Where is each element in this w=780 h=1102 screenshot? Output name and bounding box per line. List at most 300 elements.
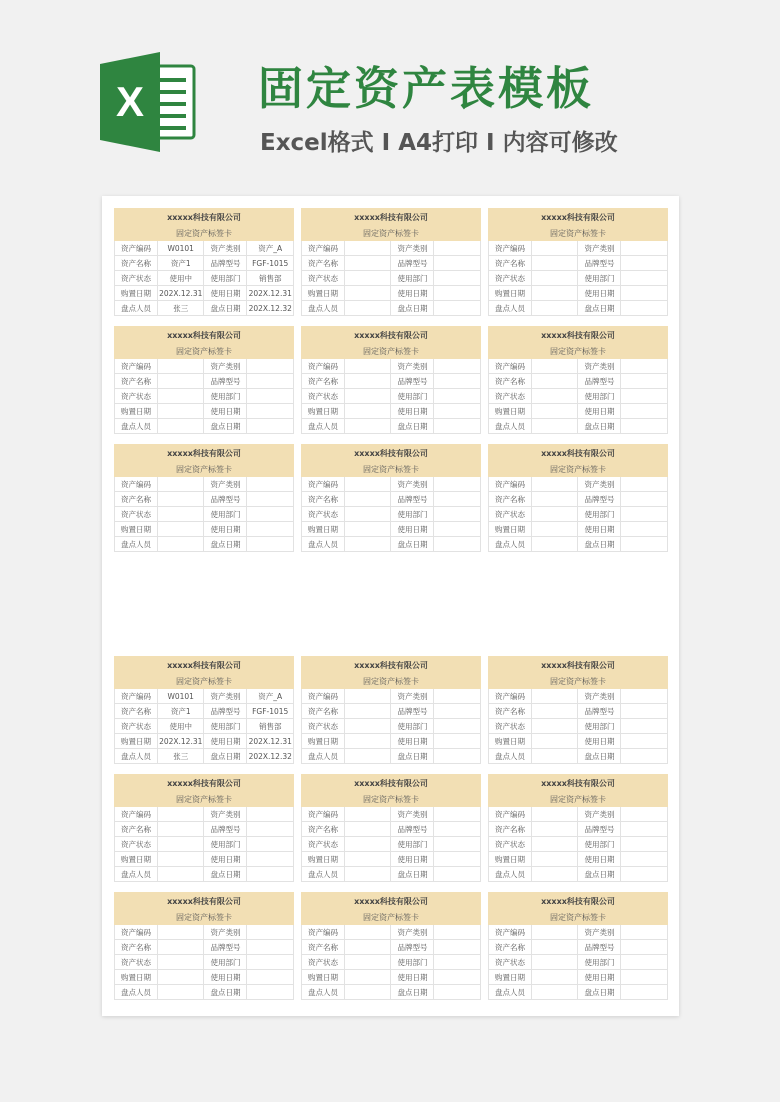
label-inventory-person: 盘点人员 bbox=[302, 749, 345, 764]
label-department: 使用部门 bbox=[391, 271, 434, 286]
value-department[interactable] bbox=[247, 837, 294, 852]
value-use-date[interactable] bbox=[247, 404, 294, 419]
value-department[interactable] bbox=[434, 271, 481, 286]
label-department: 使用部门 bbox=[204, 955, 247, 970]
label-brand-model: 品牌型号 bbox=[204, 704, 247, 719]
label-asset-code: 资产编码 bbox=[115, 241, 158, 256]
value-inventory-date[interactable] bbox=[434, 867, 481, 882]
label-inventory-date: 盘点日期 bbox=[204, 537, 247, 552]
value-asset-code[interactable] bbox=[344, 241, 391, 256]
value-department[interactable] bbox=[434, 955, 481, 970]
label-inventory-date: 盘点日期 bbox=[204, 985, 247, 1000]
value-inventory-person[interactable] bbox=[344, 301, 391, 316]
asset-label-card bbox=[114, 326, 294, 439]
label-asset-category: 资产类别 bbox=[204, 689, 247, 704]
label-asset-status: 资产状态 bbox=[115, 837, 158, 852]
label-asset-category: 资产类别 bbox=[204, 359, 247, 374]
value-department[interactable] bbox=[247, 955, 294, 970]
value-brand-model[interactable] bbox=[247, 940, 294, 955]
value-asset-status[interactable] bbox=[344, 389, 391, 404]
value-purchase-date[interactable]: 202X.12.31 bbox=[157, 286, 204, 301]
value-asset-status[interactable] bbox=[344, 955, 391, 970]
value-inventory-person[interactable] bbox=[531, 985, 578, 1000]
label-brand-model: 品牌型号 bbox=[391, 374, 434, 389]
value-department[interactable] bbox=[434, 837, 481, 852]
value-brand-model[interactable] bbox=[621, 940, 668, 955]
value-asset-status[interactable] bbox=[531, 955, 578, 970]
value-brand-model[interactable]: FGF-1015 bbox=[247, 704, 294, 719]
value-department[interactable] bbox=[434, 389, 481, 404]
value-inventory-date[interactable]: 202X.12.32 bbox=[247, 301, 294, 316]
label-brand-model: 品牌型号 bbox=[391, 256, 434, 271]
value-asset-status[interactable] bbox=[344, 837, 391, 852]
label-purchase-date: 购置日期 bbox=[115, 734, 158, 749]
value-asset-code[interactable] bbox=[157, 477, 204, 492]
asset-label-table bbox=[301, 326, 481, 434]
label-department: 使用部门 bbox=[578, 507, 621, 522]
value-use-date[interactable] bbox=[434, 286, 481, 301]
value-inventory-date[interactable] bbox=[434, 749, 481, 764]
card-title: 固定资产标签卡 bbox=[115, 344, 294, 359]
label-asset-code: 资产编码 bbox=[489, 807, 532, 822]
company-name: xxxxx科技有限公司 bbox=[115, 657, 294, 674]
value-use-date[interactable]: 202X.12.31 bbox=[247, 734, 294, 749]
value-inventory-person[interactable]: 张三 bbox=[157, 749, 204, 764]
value-asset-status[interactable]: 使用中 bbox=[157, 271, 204, 286]
value-brand-model[interactable] bbox=[434, 704, 481, 719]
value-use-date[interactable] bbox=[434, 522, 481, 537]
label-asset-status: 资产状态 bbox=[115, 719, 158, 734]
value-asset-code[interactable] bbox=[531, 359, 578, 374]
value-asset-name[interactable] bbox=[531, 822, 578, 837]
value-asset-name[interactable] bbox=[531, 940, 578, 955]
value-department[interactable] bbox=[621, 955, 668, 970]
card-group-2 bbox=[114, 656, 668, 1005]
value-inventory-date[interactable] bbox=[621, 749, 668, 764]
value-asset-category[interactable] bbox=[621, 477, 668, 492]
label-purchase-date: 购置日期 bbox=[302, 404, 345, 419]
value-purchase-date[interactable] bbox=[157, 522, 204, 537]
value-asset-name[interactable]: 资产1 bbox=[157, 256, 204, 271]
label-inventory-person: 盘点人员 bbox=[302, 537, 345, 552]
value-asset-name[interactable] bbox=[344, 492, 391, 507]
value-department[interactable] bbox=[621, 719, 668, 734]
label-asset-name: 资产名称 bbox=[489, 374, 532, 389]
value-asset-code[interactable] bbox=[157, 359, 204, 374]
value-purchase-date[interactable] bbox=[344, 286, 391, 301]
label-use-date: 使用日期 bbox=[204, 286, 247, 301]
value-asset-name[interactable] bbox=[344, 704, 391, 719]
label-asset-status: 资产状态 bbox=[115, 389, 158, 404]
value-asset-code[interactable] bbox=[531, 241, 578, 256]
label-inventory-date: 盘点日期 bbox=[578, 985, 621, 1000]
value-asset-category[interactable] bbox=[434, 241, 481, 256]
value-inventory-person[interactable] bbox=[531, 537, 578, 552]
value-asset-name[interactable] bbox=[344, 256, 391, 271]
value-use-date[interactable] bbox=[621, 286, 668, 301]
company-name: xxxxx科技有限公司 bbox=[302, 445, 481, 462]
value-asset-name[interactable] bbox=[531, 492, 578, 507]
asset-label-card bbox=[301, 892, 481, 1005]
value-inventory-person[interactable] bbox=[344, 867, 391, 882]
value-asset-category[interactable] bbox=[247, 477, 294, 492]
label-use-date: 使用日期 bbox=[391, 852, 434, 867]
value-brand-model[interactable] bbox=[621, 256, 668, 271]
value-inventory-person[interactable] bbox=[531, 749, 578, 764]
label-asset-name: 资产名称 bbox=[489, 256, 532, 271]
value-asset-status[interactable] bbox=[344, 271, 391, 286]
label-asset-name: 资产名称 bbox=[302, 256, 345, 271]
value-inventory-date[interactable] bbox=[434, 419, 481, 434]
value-inventory-date[interactable] bbox=[621, 985, 668, 1000]
value-asset-code[interactable] bbox=[344, 925, 391, 940]
value-department[interactable] bbox=[621, 837, 668, 852]
value-asset-category[interactable] bbox=[621, 241, 668, 256]
label-purchase-date: 购置日期 bbox=[489, 522, 532, 537]
value-brand-model[interactable] bbox=[621, 492, 668, 507]
value-use-date[interactable] bbox=[434, 734, 481, 749]
value-brand-model[interactable] bbox=[247, 374, 294, 389]
value-asset-category[interactable] bbox=[434, 689, 481, 704]
label-inventory-person: 盘点人员 bbox=[115, 867, 158, 882]
card-title: 固定资产标签卡 bbox=[115, 792, 294, 807]
card-title: 固定资产标签卡 bbox=[302, 344, 481, 359]
value-purchase-date[interactable] bbox=[157, 970, 204, 985]
value-purchase-date[interactable] bbox=[344, 970, 391, 985]
card-title: 固定资产标签卡 bbox=[302, 226, 481, 241]
asset-label-table bbox=[488, 656, 668, 764]
label-asset-code: 资产编码 bbox=[302, 241, 345, 256]
value-use-date[interactable] bbox=[247, 970, 294, 985]
label-inventory-date: 盘点日期 bbox=[391, 749, 434, 764]
value-purchase-date[interactable] bbox=[344, 404, 391, 419]
value-inventory-person[interactable]: 张三 bbox=[157, 301, 204, 316]
company-name: xxxxx科技有限公司 bbox=[115, 775, 294, 792]
label-asset-name: 资产名称 bbox=[115, 374, 158, 389]
value-purchase-date[interactable] bbox=[344, 734, 391, 749]
label-use-date: 使用日期 bbox=[578, 404, 621, 419]
value-asset-status[interactable] bbox=[531, 389, 578, 404]
value-purchase-date[interactable] bbox=[157, 852, 204, 867]
value-asset-status[interactable] bbox=[531, 271, 578, 286]
value-use-date[interactable] bbox=[247, 522, 294, 537]
label-brand-model: 品牌型号 bbox=[578, 374, 621, 389]
value-asset-status[interactable] bbox=[157, 389, 204, 404]
company-name: xxxxx科技有限公司 bbox=[302, 893, 481, 910]
value-inventory-date[interactable] bbox=[621, 867, 668, 882]
label-asset-category: 资产类别 bbox=[204, 807, 247, 822]
card-title: 固定资产标签卡 bbox=[302, 792, 481, 807]
value-purchase-date[interactable] bbox=[531, 404, 578, 419]
label-department: 使用部门 bbox=[391, 837, 434, 852]
value-asset-status[interactable]: 使用中 bbox=[157, 719, 204, 734]
value-department[interactable] bbox=[434, 719, 481, 734]
value-inventory-date[interactable] bbox=[434, 301, 481, 316]
label-asset-name: 资产名称 bbox=[302, 940, 345, 955]
value-asset-name[interactable] bbox=[344, 940, 391, 955]
value-asset-category[interactable] bbox=[621, 925, 668, 940]
value-asset-category[interactable] bbox=[621, 689, 668, 704]
value-asset-category[interactable] bbox=[621, 807, 668, 822]
value-asset-code[interactable] bbox=[531, 689, 578, 704]
value-brand-model[interactable] bbox=[434, 492, 481, 507]
value-asset-status[interactable] bbox=[157, 507, 204, 522]
value-inventory-person[interactable] bbox=[344, 749, 391, 764]
value-brand-model[interactable] bbox=[621, 374, 668, 389]
value-inventory-date[interactable] bbox=[434, 537, 481, 552]
value-asset-status[interactable] bbox=[344, 719, 391, 734]
value-department[interactable]: 销售部 bbox=[247, 271, 294, 286]
asset-label-card bbox=[488, 444, 668, 557]
value-inventory-date[interactable]: 202X.12.32 bbox=[247, 749, 294, 764]
value-asset-status[interactable] bbox=[157, 955, 204, 970]
asset-label-card bbox=[114, 444, 294, 557]
label-asset-code: 资产编码 bbox=[115, 477, 158, 492]
value-department[interactable] bbox=[247, 507, 294, 522]
card-title: 固定资产标签卡 bbox=[489, 674, 668, 689]
value-asset-code[interactable] bbox=[344, 807, 391, 822]
value-inventory-person[interactable] bbox=[531, 301, 578, 316]
value-asset-category[interactable] bbox=[434, 807, 481, 822]
value-brand-model[interactable] bbox=[434, 822, 481, 837]
label-asset-name: 资产名称 bbox=[115, 822, 158, 837]
value-asset-code[interactable] bbox=[157, 807, 204, 822]
label-purchase-date: 购置日期 bbox=[302, 970, 345, 985]
value-brand-model[interactable] bbox=[434, 374, 481, 389]
value-asset-name[interactable] bbox=[157, 940, 204, 955]
value-asset-name[interactable] bbox=[344, 822, 391, 837]
value-inventory-date[interactable] bbox=[621, 419, 668, 434]
value-inventory-date[interactable] bbox=[247, 537, 294, 552]
value-asset-code[interactable] bbox=[157, 925, 204, 940]
label-inventory-date: 盘点日期 bbox=[578, 537, 621, 552]
value-asset-status[interactable] bbox=[344, 507, 391, 522]
label-purchase-date: 购置日期 bbox=[115, 852, 158, 867]
card-title: 固定资产标签卡 bbox=[489, 344, 668, 359]
label-asset-status: 资产状态 bbox=[489, 837, 532, 852]
value-use-date[interactable] bbox=[621, 404, 668, 419]
value-asset-category[interactable]: 资产_A bbox=[247, 689, 294, 704]
value-asset-category[interactable] bbox=[434, 359, 481, 374]
value-asset-status[interactable] bbox=[157, 837, 204, 852]
value-asset-category[interactable]: 资产_A bbox=[247, 241, 294, 256]
value-use-date[interactable] bbox=[434, 970, 481, 985]
value-asset-code[interactable]: W0101 bbox=[157, 241, 204, 256]
label-department: 使用部门 bbox=[391, 955, 434, 970]
value-asset-category[interactable] bbox=[434, 925, 481, 940]
value-asset-category[interactable] bbox=[434, 477, 481, 492]
value-inventory-date[interactable] bbox=[621, 301, 668, 316]
label-purchase-date: 购置日期 bbox=[115, 522, 158, 537]
label-asset-code: 资产编码 bbox=[489, 359, 532, 374]
value-inventory-date[interactable] bbox=[434, 985, 481, 1000]
value-inventory-person[interactable] bbox=[157, 537, 204, 552]
label-inventory-date: 盘点日期 bbox=[391, 537, 434, 552]
value-inventory-date[interactable] bbox=[621, 537, 668, 552]
company-name: xxxxx科技有限公司 bbox=[489, 327, 668, 344]
value-inventory-person[interactable] bbox=[531, 419, 578, 434]
value-asset-code[interactable] bbox=[531, 807, 578, 822]
value-purchase-date[interactable]: 202X.12.31 bbox=[157, 734, 204, 749]
company-name: xxxxx科技有限公司 bbox=[115, 327, 294, 344]
label-asset-category: 资产类别 bbox=[391, 477, 434, 492]
label-asset-name: 资产名称 bbox=[115, 940, 158, 955]
label-asset-code: 资产编码 bbox=[489, 689, 532, 704]
value-use-date[interactable] bbox=[621, 522, 668, 537]
value-department[interactable] bbox=[247, 389, 294, 404]
value-department[interactable] bbox=[621, 389, 668, 404]
label-brand-model: 品牌型号 bbox=[391, 704, 434, 719]
value-asset-category[interactable] bbox=[247, 807, 294, 822]
value-department[interactable] bbox=[621, 271, 668, 286]
asset-label-card bbox=[301, 326, 481, 439]
value-inventory-person[interactable] bbox=[157, 867, 204, 882]
value-asset-category[interactable] bbox=[247, 359, 294, 374]
label-purchase-date: 购置日期 bbox=[489, 286, 532, 301]
value-use-date[interactable] bbox=[434, 852, 481, 867]
label-inventory-person: 盘点人员 bbox=[489, 985, 532, 1000]
label-asset-code: 资产编码 bbox=[489, 925, 532, 940]
value-asset-category[interactable] bbox=[621, 359, 668, 374]
value-purchase-date[interactable] bbox=[531, 522, 578, 537]
label-asset-category: 资产类别 bbox=[578, 925, 621, 940]
value-asset-status[interactable] bbox=[531, 719, 578, 734]
value-asset-name[interactable]: 资产1 bbox=[157, 704, 204, 719]
label-inventory-person: 盘点人员 bbox=[489, 867, 532, 882]
value-asset-code[interactable] bbox=[344, 689, 391, 704]
value-inventory-person[interactable] bbox=[344, 985, 391, 1000]
value-purchase-date[interactable] bbox=[531, 286, 578, 301]
value-asset-name[interactable] bbox=[157, 492, 204, 507]
value-use-date[interactable] bbox=[434, 404, 481, 419]
label-asset-category: 资产类别 bbox=[391, 689, 434, 704]
value-asset-status[interactable] bbox=[531, 837, 578, 852]
value-brand-model[interactable]: FGF-1015 bbox=[247, 256, 294, 271]
card-title: 固定资产标签卡 bbox=[115, 674, 294, 689]
value-purchase-date[interactable] bbox=[344, 522, 391, 537]
label-brand-model: 品牌型号 bbox=[204, 374, 247, 389]
label-asset-status: 资产状态 bbox=[302, 507, 345, 522]
value-brand-model[interactable] bbox=[621, 822, 668, 837]
value-use-date[interactable] bbox=[621, 734, 668, 749]
label-asset-code: 资产编码 bbox=[302, 359, 345, 374]
label-use-date: 使用日期 bbox=[204, 522, 247, 537]
label-use-date: 使用日期 bbox=[391, 286, 434, 301]
value-purchase-date[interactable] bbox=[531, 852, 578, 867]
value-brand-model[interactable] bbox=[434, 256, 481, 271]
label-asset-code: 资产编码 bbox=[302, 807, 345, 822]
label-purchase-date: 购置日期 bbox=[489, 404, 532, 419]
label-use-date: 使用日期 bbox=[204, 734, 247, 749]
value-purchase-date[interactable] bbox=[531, 734, 578, 749]
label-asset-category: 资产类别 bbox=[204, 241, 247, 256]
label-asset-category: 资产类别 bbox=[391, 925, 434, 940]
value-purchase-date[interactable] bbox=[157, 404, 204, 419]
label-asset-status: 资产状态 bbox=[302, 271, 345, 286]
label-department: 使用部门 bbox=[204, 271, 247, 286]
label-asset-name: 资产名称 bbox=[302, 822, 345, 837]
value-inventory-person[interactable] bbox=[157, 985, 204, 1000]
page-subtitle: Excel格式 I A4打印 I 内容可修改 bbox=[260, 130, 618, 156]
value-asset-name[interactable] bbox=[157, 374, 204, 389]
value-inventory-person[interactable] bbox=[531, 867, 578, 882]
value-asset-name[interactable] bbox=[531, 256, 578, 271]
value-brand-model[interactable] bbox=[434, 940, 481, 955]
value-use-date[interactable]: 202X.12.31 bbox=[247, 286, 294, 301]
value-brand-model[interactable] bbox=[621, 704, 668, 719]
value-inventory-person[interactable] bbox=[344, 419, 391, 434]
label-asset-code: 资产编码 bbox=[302, 689, 345, 704]
asset-label-table bbox=[301, 892, 481, 1000]
value-department[interactable] bbox=[621, 507, 668, 522]
value-use-date[interactable] bbox=[247, 852, 294, 867]
label-brand-model: 品牌型号 bbox=[578, 822, 621, 837]
value-inventory-person[interactable] bbox=[344, 537, 391, 552]
value-asset-code[interactable]: W0101 bbox=[157, 689, 204, 704]
label-use-date: 使用日期 bbox=[391, 404, 434, 419]
card-title: 固定资产标签卡 bbox=[489, 226, 668, 241]
value-asset-name[interactable] bbox=[344, 374, 391, 389]
label-asset-name: 资产名称 bbox=[489, 704, 532, 719]
company-name: xxxxx科技有限公司 bbox=[302, 657, 481, 674]
label-purchase-date: 购置日期 bbox=[489, 970, 532, 985]
value-brand-model[interactable] bbox=[247, 822, 294, 837]
label-inventory-date: 盘点日期 bbox=[391, 985, 434, 1000]
asset-label-table bbox=[488, 444, 668, 552]
label-brand-model: 品牌型号 bbox=[391, 940, 434, 955]
value-brand-model[interactable] bbox=[247, 492, 294, 507]
value-asset-name[interactable] bbox=[157, 822, 204, 837]
label-inventory-person: 盘点人员 bbox=[115, 537, 158, 552]
card-title: 固定资产标签卡 bbox=[115, 462, 294, 477]
label-brand-model: 品牌型号 bbox=[204, 492, 247, 507]
value-asset-name[interactable] bbox=[531, 374, 578, 389]
value-inventory-date[interactable] bbox=[247, 419, 294, 434]
value-asset-code[interactable] bbox=[344, 359, 391, 374]
label-department: 使用部门 bbox=[391, 389, 434, 404]
value-department[interactable] bbox=[434, 507, 481, 522]
label-inventory-date: 盘点日期 bbox=[578, 867, 621, 882]
value-purchase-date[interactable] bbox=[344, 852, 391, 867]
value-asset-status[interactable] bbox=[531, 507, 578, 522]
asset-label-card bbox=[488, 656, 668, 769]
card-group-1 bbox=[114, 208, 668, 557]
value-asset-code[interactable] bbox=[531, 925, 578, 940]
asset-label-card bbox=[301, 656, 481, 769]
value-use-date[interactable] bbox=[621, 852, 668, 867]
value-asset-name[interactable] bbox=[531, 704, 578, 719]
value-asset-code[interactable] bbox=[344, 477, 391, 492]
value-inventory-date[interactable] bbox=[247, 867, 294, 882]
company-name: xxxxx科技有限公司 bbox=[115, 445, 294, 462]
value-inventory-person[interactable] bbox=[157, 419, 204, 434]
label-use-date: 使用日期 bbox=[578, 522, 621, 537]
value-department[interactable]: 销售部 bbox=[247, 719, 294, 734]
label-department: 使用部门 bbox=[204, 719, 247, 734]
value-purchase-date[interactable] bbox=[531, 970, 578, 985]
label-asset-name: 资产名称 bbox=[115, 256, 158, 271]
label-inventory-date: 盘点日期 bbox=[391, 419, 434, 434]
value-asset-category[interactable] bbox=[247, 925, 294, 940]
label-asset-code: 资产编码 bbox=[115, 807, 158, 822]
label-asset-status: 资产状态 bbox=[115, 507, 158, 522]
asset-label-table bbox=[301, 774, 481, 882]
asset-label-table bbox=[301, 208, 481, 316]
value-inventory-date[interactable] bbox=[247, 985, 294, 1000]
card-title: 固定资产标签卡 bbox=[489, 910, 668, 925]
value-asset-code[interactable] bbox=[531, 477, 578, 492]
value-use-date[interactable] bbox=[621, 970, 668, 985]
